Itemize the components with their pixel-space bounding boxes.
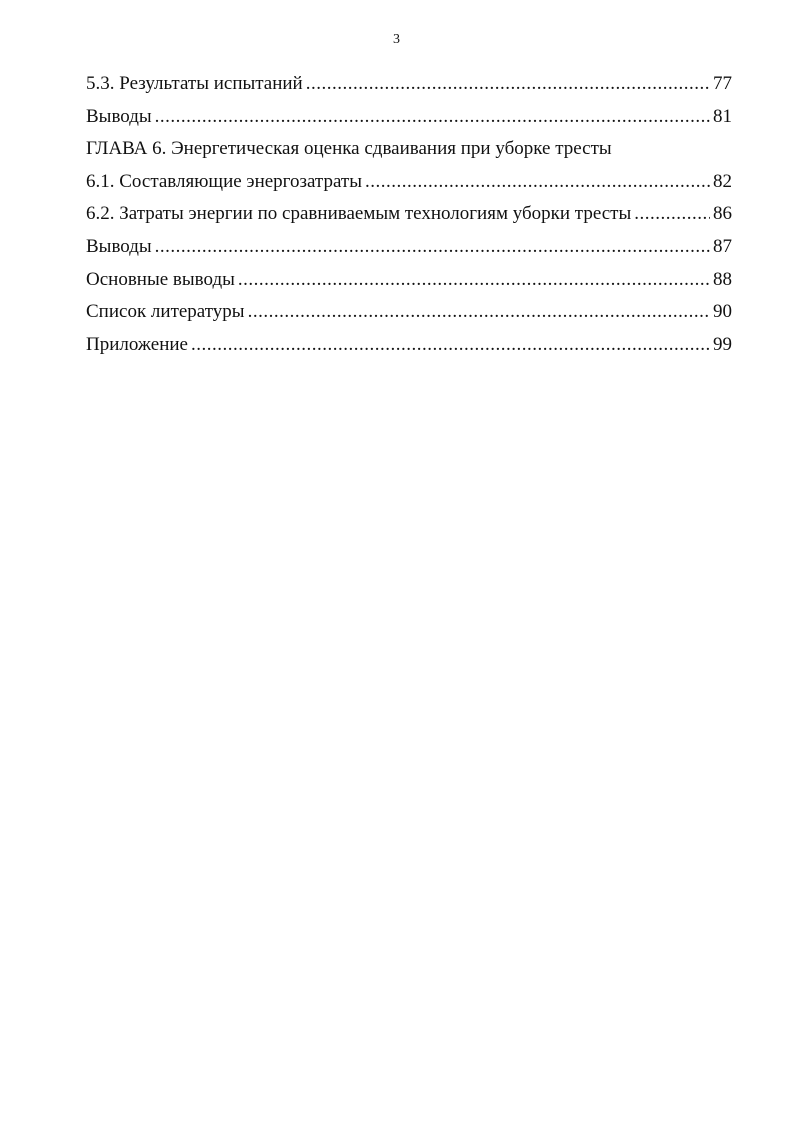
toc-entry-title: Выводы <box>86 105 152 127</box>
toc-entry-energy-costs <box>86 198 732 231</box>
toc-entry-appendix <box>86 329 732 362</box>
toc-entry-title: 6.2. Затраты энергии по сравниваемым технологиям уборки тресты <box>86 203 632 225</box>
toc-entry-page: 82 <box>713 170 732 192</box>
toc-chapter-heading: ГЛАВА 6. Энергетическая оценка сдваивания при уборке тресты <box>86 138 612 160</box>
page-number: 3 <box>393 32 400 47</box>
toc-dot-leader <box>155 231 710 264</box>
toc-entry-title: Список литературы <box>86 301 245 323</box>
toc-entry-page: 99 <box>713 333 732 355</box>
toc-entry-main-conclusions <box>86 264 732 297</box>
toc-dot-leader <box>306 68 710 101</box>
toc-entry-references <box>86 296 732 329</box>
toc-dot-leader <box>634 198 710 231</box>
toc-entry-page: 81 <box>713 105 732 127</box>
toc-entry-title: Выводы <box>86 235 152 257</box>
toc-entry-results <box>86 68 732 101</box>
toc-dot-leader <box>365 166 710 199</box>
toc-dot-leader <box>238 264 710 297</box>
toc-entry-title: Приложение <box>86 333 188 355</box>
toc-entry-title: Основные выводы <box>86 268 235 290</box>
toc-entry-page: 77 <box>713 73 732 94</box>
toc-entry-page: 90 <box>713 301 732 323</box>
toc-entry-title: 6.1. Составляющие энергозатраты <box>86 170 362 192</box>
toc-dot-leader <box>191 329 710 362</box>
table-of-contents <box>86 68 732 361</box>
toc-entry-page: 88 <box>713 268 732 290</box>
toc-entry-page: 86 <box>713 203 732 225</box>
toc-entry-page: 87 <box>713 235 732 257</box>
toc-entry-conclusions-6 <box>86 231 732 264</box>
toc-entry-energy-components <box>86 166 732 199</box>
toc-dot-leader <box>248 296 710 329</box>
toc-entry-title: 5.3. Результаты испытаний <box>86 73 303 94</box>
toc-dot-leader <box>155 101 710 134</box>
toc-entry-conclusions-5 <box>86 101 732 134</box>
